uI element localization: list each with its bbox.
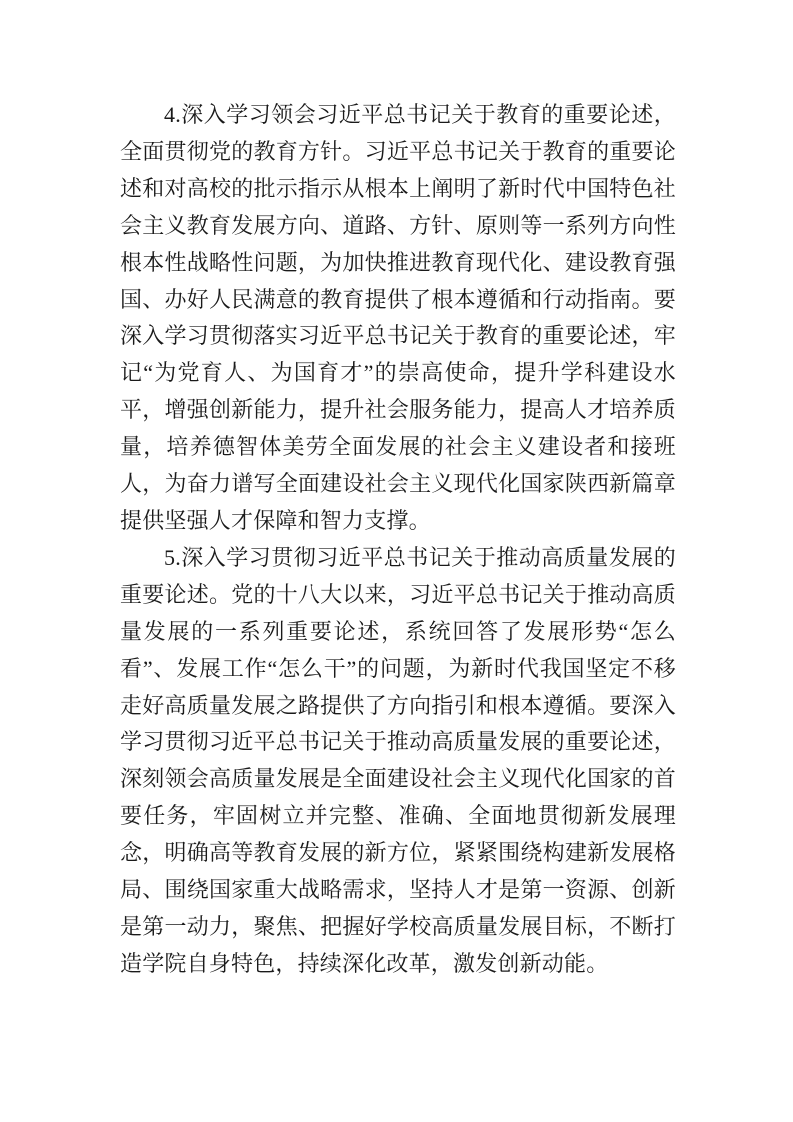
paragraph-4: 4.深入学习领会习近平总书记关于教育的重要论述，全面贯彻党的教育方针。习近平总书记关于教育的重要论述和对高校的批示指示从根本上阐明了新时代中国特色社会主义教育发展方向、道路、方针、原则等一系列方向性根本性战略性问题，为加快推进教育现代化、建设教育强国、办好人民满意的教育提供了根本遵循和行动指南。要深入学习贯彻落实习近平总书记关于教育的重要论述，牢记“为党育人、为国育才”的崇高使命，提升学科建设水平，增强创新能力，提升社会服务能力，提高人才培养质量，培养德智体美劳全面发展的社会主义建设者和接班人，为奋力谱写全面建设社会主义现代化国家陕西新篇章提供坚强人才保障和智力支撑。 [120, 102, 676, 533]
paragraph-5: 5.深入学习贯彻习近平总书记关于推动高质量发展的重要论述。党的十八大以来，习近平总书记关于推动高质量发展的一系列重要论述，系统回答了发展形势“怎么看”、发展工作“怎么干”的问题，为新时代我国坚定不移走好高质量发展之路提供了方向指引和根本遵循。要深入学习贯彻习近平总书记关于推动高质量发展的重要论述，深刻领会高质量发展是全面建设社会主义现代化国家的首要任务，牢固树立并完整、准确、全面地贯彻新发展理念，明确高等教育发展的新方位，紧紧围绕构建新发展格局、围绕国家重大战略需求，坚持人才是第一资源、创新是第一动力，聚焦、把握好学校高质量发展目标，不断打造学院自身特色，持续深化改革，激发创新动能。 [120, 544, 676, 976]
document-text-block [120, 97, 676, 983]
